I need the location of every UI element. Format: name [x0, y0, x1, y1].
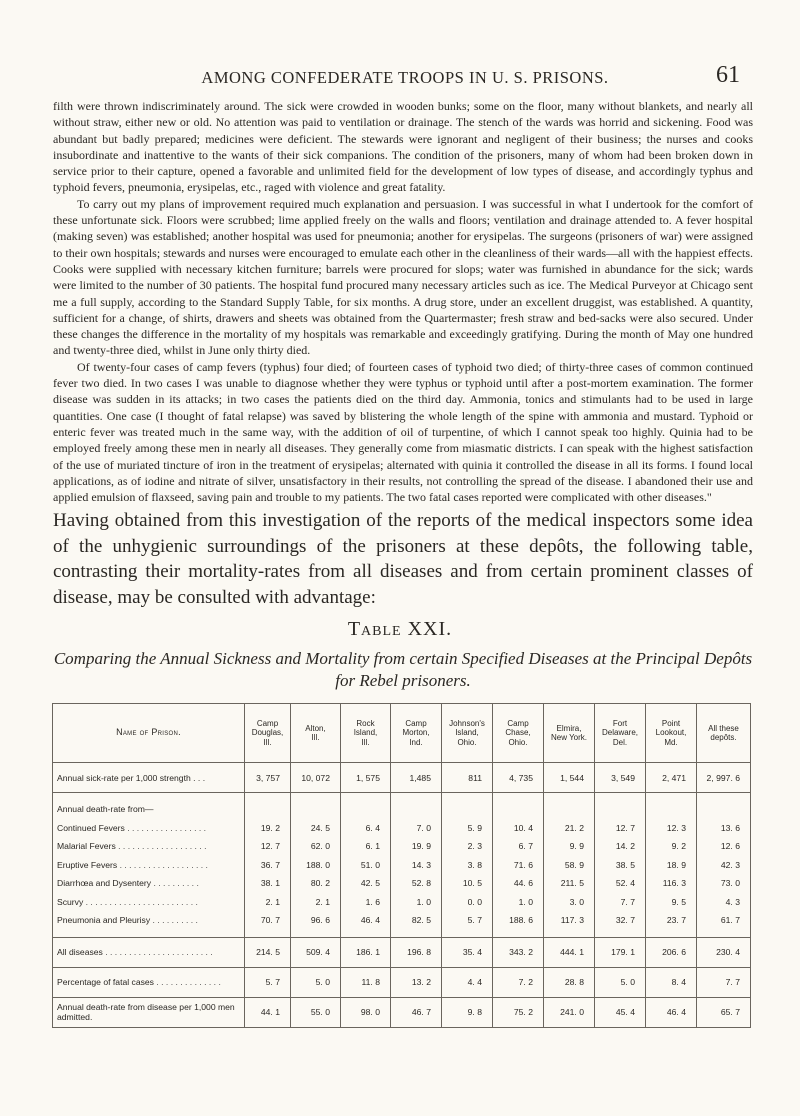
- table-caption: Comparing the Annual Sickness and Mortality from certain Specified Diseases at the Principal Depôts for Rebel prisoners.: [53, 649, 753, 690]
- row-label: All diseases . . . . . . . . . . . . . . . . . . . . . . .: [53, 937, 245, 967]
- column-header: Camp Morton, Ind.: [391, 704, 442, 763]
- row-label: Eruptive Fevers . . . . . . . . . . . . . . . . . . .: [57, 859, 208, 870]
- column-header: Camp Chase, Ohio.: [493, 704, 544, 763]
- running-title: AMONG CONFEDERATE TROOPS IN U. S. PRISONS.: [201, 68, 609, 87]
- table-header-row: [53, 704, 751, 763]
- row-label: Scurvy . . . . . . . . . . . . . . . . . . . . . . . .: [57, 896, 198, 907]
- column-header: All these depôts.: [697, 704, 751, 763]
- column-header: Fort Delaware, Del.: [595, 704, 646, 763]
- mortality-table: [52, 703, 751, 1028]
- row-label: Continued Fevers . . . . . . . . . . . . . . . . .: [57, 822, 207, 833]
- running-header: [70, 62, 740, 92]
- column-header: Elmira, New York.: [544, 704, 595, 763]
- column-header: Camp Douglas, Ill.: [245, 704, 291, 763]
- paragraph: Of twenty-four cases of camp fevers (typhus) four died; of fourteen cases of typhoid two died; of thirty-three cases of common continued fever two died. In two cases I was unable to diagnose whether they were typhus or typhoid until after a post-mortem examination. The former disease was sudden in its attacks; in two cases the patients died on the third day. Ammonia, tonics and stimulants had to be used in large quantities. One case (I thought of fatal relapse) was saved by blistering the whole length of the spine with ammonia and mustard. Typhoid or enteric fever was treated much in the same way, with the addition of oil of turpentine, of which I cannot speak too highly. Quinia had to be employed freely among these men in nearly all diseases. They generally come from miasmatic districts. I can speak with the highest satisfaction of the use of muriated tincture of iron in the treatment of erysipelas; alternated with quinia it controlled the disease in all its forms. I found local applications, as of iodine and nitrate of silver, unsatisfactory in their results, not controlling the spread of the disease. I abandoned their use and applied emulsion of flaxseed, saving pain and trouble to my patients. The two fatal cases reported were complicated with other diseases.": [53, 359, 753, 505]
- column-header: Alton, Ill.: [291, 704, 341, 763]
- row-label: Pneumonia and Pleurisy . . . . . . . . . .: [57, 915, 198, 925]
- table-row: Percentage of fatal cases . . . . . . . . . . . . . . 5. 7 5. 0 11. 8 13. 2 4. 4 7. 2 28. 8 5. 0 8. 4 7. 7: [53, 967, 751, 997]
- body-text: [53, 98, 753, 505]
- column-header-name: Name of Prison.: [53, 704, 245, 763]
- row-labels: [53, 793, 245, 938]
- table-row: All diseases . . . . . . . . . . . . . . . . . . . . . . . 214. 5 509. 4 186. 1 196. 8 35. 4 343. 2 444. 1 179. 1 206. 6 230. 4: [53, 937, 751, 967]
- paragraph: To carry out my plans of improvement required much explanation and persuasion. I was successful in what I undertook for the comfort of these unfortunate sick. Floors were scrubbed; lime applied freely on the walls and floors; ventilation and drainage attended to. A fever hospital (making seven) was established; another hospital was used for pneumonia; another for erysipelas. The surgeons (prisoners of war) were assigned to their own hospitals; stewards and nurses were encouraged to emulate each other in the cleanliness of their wards—all with the happiest effects. Cooks were supplied with necessary kitchen furniture; barrels were procured for slops; water was furnished in abundance for the sick; wards were limited to the number of 30 patients. The hospital fund procured many necessary articles such as ice. The Medical Purveyor at Chicago sent me a full supply, according to the Standard Supply Table, for six months. A drug store, under an excellent druggist, was established. A quantity, sufficient for a change, of shirts, drawers and sheets was obtained from the Quartermaster; fresh straw and bed-sacks were also secured. Under these changes the difference in the mortality of my hospitals was remarkable and exceedingly gratifying. During the month of May one hundred and twenty-three died, whilst in June only thirty died.: [53, 196, 753, 358]
- row-label: Annual death-rate from disease per 1,000 men admitted.: [53, 997, 245, 1027]
- table-row: Annual death-rate from disease per 1,000 men admitted. 44. 1 55. 0 98. 0 46. 7 9. 8 75. 2 241. 0 45. 4 46. 4 65. 7: [53, 997, 751, 1027]
- paragraph: filth were thrown indiscriminately around. The sick were crowded in wooden bunks; some on the floor, many without blankets, and nearly all without straw, either new or old. No attention was paid to ventilation or drainage. The stench of the wards was horrid and sickening. Food was abundant but badly prepared; medicines were deficient. The stewards were ignorant and negligent of their business; the nurses and cooks insubordinate and inattentive to the wants of their sick companions. The condition of the prisoners, many of whom had been broken down in service prior to their capture, opened a favorable and unlimited field for the development of low types of disease, and accordingly typhus and typhoid fevers, pneumonia, erysipelas, etc., raged with violence and great fatality.: [53, 99, 753, 195]
- column-header: Point Lookout, Md.: [646, 704, 697, 763]
- lead-paragraph: Having obtained from this investigation of the reports of the medical inspectors some idea of the unhygienic surroundings of the prisoners at these depôts, the following table, contrasting their mortality-rates from all diseases and from certain prominent classes of disease, may be consulted with advantage:: [53, 510, 753, 608]
- row-label: Percentage of fatal cases . . . . . . . . . . . . . .: [53, 967, 245, 997]
- table-row-group: Annual death-rate from— Continued Fevers . . . . . . . . . . . . . . . . . Malarial Fevers . . . . . . . . . . . . . . . . . . . Eruptive Fevers . . . . . . . . . . . . . . . . . . . Diarrhœa and Dysentery . . . . . . . . . . Scurvy . . . . . . . . . . . . . . . . . . . . . . . . Pneumonia and Pleurisy . . . . . . . . . . 19. 2 12. 7 36. 7 38. 1 2. 1 70. 7 24. 5 62. 0 188. 0 80. 2 2. 1 96. 6 6. 4 6. 1 51. 0 42. 5 1. 6 46. 4 7. 0 19. 9 14. 3 52. 8 1. 0 82. 5 5. 9 2. 3 3. 8 10. 5 0. 0 5. 7 10. 4 6. 7 71. 6 44. 6 1. 0 188. 6 21. 2 9. 9 58. 9 211. 5 3. 0 117. 3 12. 7 14. 2 38. 5 52. 4 7. 7 32. 7 12. 3 9. 2 18. 9 116. 3 9. 5 23. 7 13. 6 12. 6 42. 3 73. 0 4. 3 61. 7: [53, 793, 751, 938]
- column-header: Johnson's Island, Ohio.: [442, 704, 493, 763]
- row-label: Diarrhœa and Dysentery . . . . . . . . . .: [57, 878, 199, 888]
- table-title: Table XXI.: [347, 618, 453, 640]
- row-label: Malarial Fevers . . . . . . . . . . . . . . . . . . .: [57, 841, 207, 851]
- column-header: Rock Island, Ill.: [341, 704, 391, 763]
- page-number: 61: [716, 62, 740, 88]
- table-row: Annual sick-rate per 1,000 strength . . . 3, 757 10, 072 1, 575 1,485 811 4, 735 1, 544 3, 549 2, 471 2, 997. 6: [53, 763, 751, 793]
- group-heading: Annual death-rate from—: [57, 804, 154, 814]
- row-label: Annual sick-rate per 1,000 strength . . .: [53, 763, 245, 793]
